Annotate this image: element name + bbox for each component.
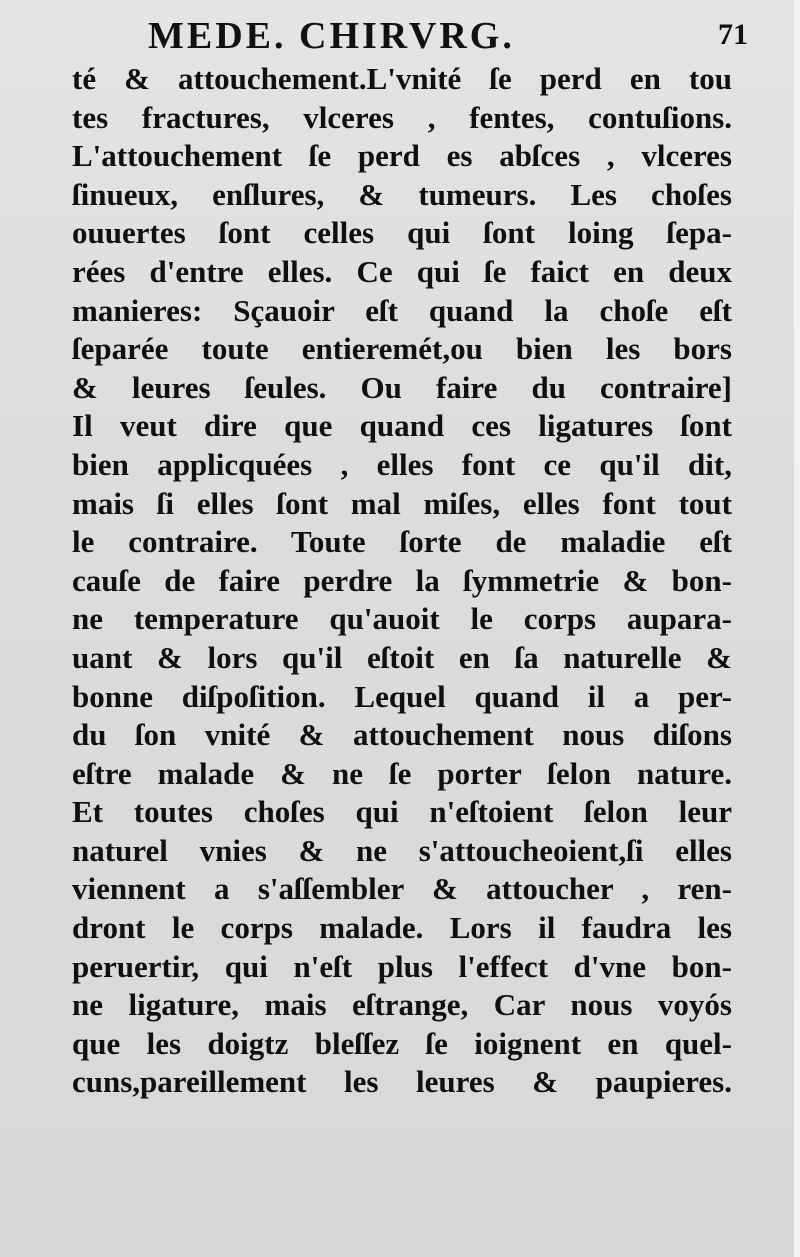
body-text [72,60,732,1102]
text-line: cauſe de faire perdre la ſymmetrie & bon- [72,562,732,598]
text-line: viennent a s'aſſembler & attoucher , ren- [72,871,732,907]
text-line: rées d'entre elles. Ce qui ſe faict en deux [72,253,732,289]
text-line: L'attouchement ſe perd es abſces , vlceres [72,138,732,174]
page-edge [794,0,800,1257]
running-head-title: MEDE. CHIRVRG. [148,15,515,57]
text-line: que les doigtz bleſſez ſe ioignent en quel- [72,1025,732,1061]
text-line: mais ſi elles ſont mal miſes, elles font tout [72,485,732,521]
text-line: ne temperature qu'auoit le corps aupara- [72,601,732,637]
text-line: bien applicquées , elles font ce qu'il dit, [72,446,732,482]
text-line: cuns,pareillement les leures & paupieres. [72,1064,732,1100]
text-line: ſinueux, enſlures, & tumeurs. Les choſes [72,176,732,212]
text-line: manieres: Sçauoir eſt quand la choſe eſt [72,292,732,328]
page-number: 71 [718,18,748,51]
text-line: eſtre malade & ne ſe porter ſelon nature. [72,755,732,791]
text-line: Il veut dire que quand ces ligatures ſont [72,408,732,444]
running-head [60,8,750,58]
text-line: ne ligature, mais eſtrange, Car nous voyós [72,987,732,1023]
text-line: bonne diſpoſition. Lequel quand il a per- [72,678,732,714]
text-line: ſeparée toute entieremét,ou bien les bors [72,331,732,367]
text-line: dront le corps malade. Lors il faudra les [72,910,732,946]
text-line: le contraire. Toute ſorte de maladie eſt [72,524,732,560]
text-line: naturel vnies & ne s'attoucheoient,ſi elles [72,832,732,868]
text-line: tes fractures, vlceres , fentes, contuſions. [72,99,732,135]
text-line: té & attouchement.L'vnité ſe perd en tou [72,61,732,96]
text-line: Et toutes choſes qui n'eſtoient ſelon leur [72,794,732,830]
text-line: & leures ſeules. Ou faire du contraire] [72,369,732,405]
text-line: uant & lors qu'il eſtoit en ſa naturelle & [72,639,732,675]
text-line: peruertir, qui n'eſt plus l'effect d'vne bon- [72,948,732,984]
text-line: du ſon vnité & attouchement nous diſons [72,717,732,753]
text-line: ouuertes ſont celles qui ſont loing ſepa- [72,215,732,251]
